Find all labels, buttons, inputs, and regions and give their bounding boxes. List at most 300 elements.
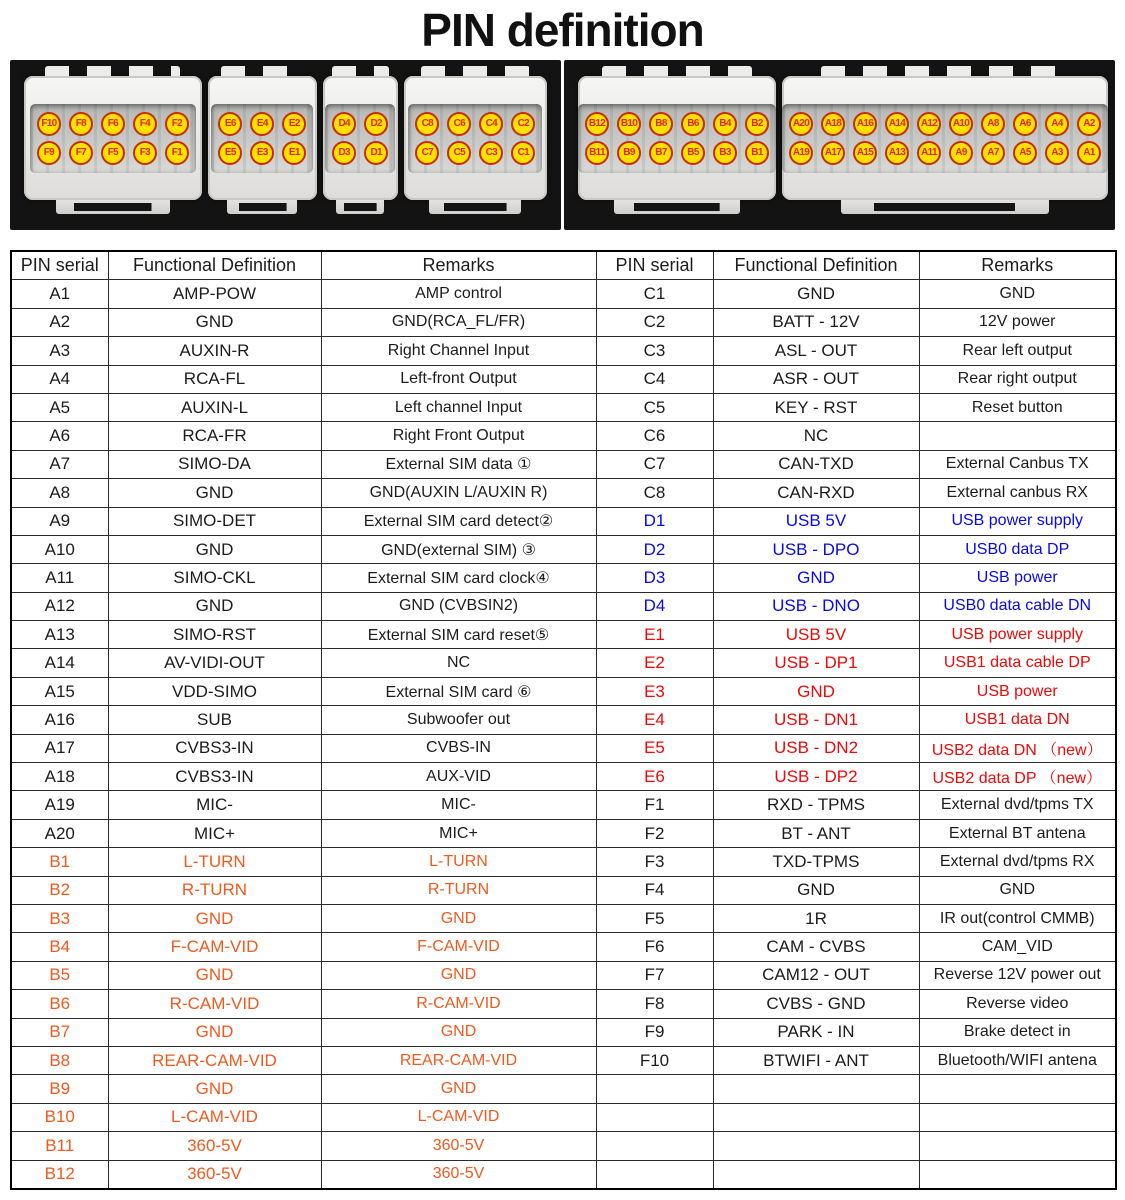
cell-remarks: MIC- <box>321 791 596 819</box>
pin-pocket <box>408 104 542 173</box>
cell-pin-serial: E5 <box>596 734 713 762</box>
pin-A10: A10 <box>949 112 973 136</box>
cell-pin-serial: F6 <box>596 933 713 961</box>
cell-remarks: L-CAM-VID <box>321 1103 596 1131</box>
cell-pin-serial <box>596 1075 713 1103</box>
cell-remarks: CAM_VID <box>919 933 1116 961</box>
pin-A17: A17 <box>821 141 845 165</box>
cell-pin-serial: E6 <box>596 763 713 791</box>
pin-A9: A9 <box>949 141 973 165</box>
cell-remarks: Rear right output <box>919 365 1116 393</box>
pin-F8: F8 <box>69 112 93 136</box>
cell-remarks: USB0 data DP <box>919 535 1116 563</box>
cell-remarks: R-TURN <box>321 876 596 904</box>
cell-pin-serial: B8 <box>11 1046 108 1074</box>
cell-pin-serial: B10 <box>11 1103 108 1131</box>
pin-A18: A18 <box>821 112 845 136</box>
pin-C6: C6 <box>447 112 471 136</box>
cell-pin-serial: D2 <box>596 535 713 563</box>
cell-pin-serial <box>596 1132 713 1160</box>
cell-pin-serial: B9 <box>11 1075 108 1103</box>
cell-remarks: Left channel Input <box>321 393 596 421</box>
cell-functional-definition: USB 5V <box>713 621 919 649</box>
cell-functional-definition: MIC- <box>108 791 321 819</box>
cell-functional-definition: BTWIFI - ANT <box>713 1046 919 1074</box>
cell-remarks: External SIM card clock④ <box>321 564 596 592</box>
cell-remarks: AMP control <box>321 280 596 308</box>
cell-functional-definition: SUB <box>108 706 321 734</box>
connector-a-block <box>782 76 1108 200</box>
pin-B11: B11 <box>585 141 609 165</box>
pin-B3: B3 <box>713 141 737 165</box>
cell-functional-definition: SIMO-DA <box>108 450 321 478</box>
table-row <box>11 876 1116 904</box>
cell-remarks: External BT antena <box>919 819 1116 847</box>
pin-B5: B5 <box>681 141 705 165</box>
cell-functional-definition <box>713 1075 919 1103</box>
pin-B6: B6 <box>681 112 705 136</box>
cell-pin-serial: B12 <box>11 1160 108 1189</box>
cell-pin-serial: C8 <box>596 479 713 507</box>
cell-functional-definition: KEY - RST <box>713 393 919 421</box>
cell-pin-serial: A16 <box>11 706 108 734</box>
cell-functional-definition: SIMO-RST <box>108 621 321 649</box>
cell-pin-serial: A10 <box>11 535 108 563</box>
pin-B9: B9 <box>617 141 641 165</box>
cell-pin-serial: A3 <box>11 337 108 365</box>
cell-pin-serial: A6 <box>11 422 108 450</box>
cell-remarks: AUX-VID <box>321 763 596 791</box>
cell-pin-serial: A7 <box>11 450 108 478</box>
pin-A2: A2 <box>1077 112 1101 136</box>
connector-photo-right <box>564 60 1115 230</box>
cell-remarks <box>919 1075 1116 1103</box>
table-header-cell: PIN serial <box>11 251 108 280</box>
cell-pin-serial: E1 <box>596 621 713 649</box>
pin-E5: E5 <box>218 141 242 165</box>
cell-functional-definition: AUXIN-L <box>108 393 321 421</box>
cell-pin-serial: A14 <box>11 649 108 677</box>
table-row <box>11 479 1116 507</box>
pin-pocket <box>578 104 776 173</box>
pin-pocket <box>325 104 395 173</box>
cell-functional-definition: ASR - OUT <box>713 365 919 393</box>
cell-remarks: External SIM card detect② <box>321 507 596 535</box>
cell-functional-definition: BATT - 12V <box>713 308 919 336</box>
pin-A11: A11 <box>917 141 941 165</box>
cell-pin-serial: C6 <box>596 422 713 450</box>
cell-remarks: External dvd/tpms RX <box>919 848 1116 876</box>
cell-remarks: Rear left output <box>919 337 1116 365</box>
cell-remarks: Left-front Output <box>321 365 596 393</box>
cell-remarks <box>919 1103 1116 1131</box>
table-row <box>11 763 1116 791</box>
cell-functional-definition: GND <box>713 564 919 592</box>
cell-remarks: 360-5V <box>321 1132 596 1160</box>
cell-remarks: L-TURN <box>321 848 596 876</box>
cell-remarks: CVBS-IN <box>321 734 596 762</box>
cell-pin-serial: B6 <box>11 990 108 1018</box>
pin-C2: C2 <box>511 112 535 136</box>
cell-pin-serial: B1 <box>11 848 108 876</box>
pin-C4: C4 <box>479 112 503 136</box>
pin-pocket <box>782 104 1108 173</box>
cell-functional-definition: R-CAM-VID <box>108 990 321 1018</box>
table-row <box>11 1103 1116 1131</box>
cell-functional-definition: GND <box>108 592 321 620</box>
pin-F2: F2 <box>165 112 189 136</box>
cell-functional-definition: GND <box>108 904 321 932</box>
cell-functional-definition: ASL - OUT <box>713 337 919 365</box>
table-row <box>11 1132 1116 1160</box>
cell-functional-definition: F-CAM-VID <box>108 933 321 961</box>
table-row <box>11 734 1116 762</box>
housing-feet <box>841 200 1050 214</box>
cell-remarks <box>919 1160 1116 1189</box>
pin-A4: A4 <box>1045 112 1069 136</box>
cell-functional-definition: GND <box>108 1075 321 1103</box>
cell-remarks: GND(RCA_FL/FR) <box>321 308 596 336</box>
cell-remarks: GND <box>321 904 596 932</box>
cell-pin-serial: C5 <box>596 393 713 421</box>
table-row <box>11 621 1116 649</box>
cell-functional-definition: VDD-SIMO <box>108 677 321 705</box>
pin-B7: B7 <box>649 141 673 165</box>
pin-F6: F6 <box>101 112 125 136</box>
cell-pin-serial: F9 <box>596 1018 713 1046</box>
cell-functional-definition: USB 5V <box>713 507 919 535</box>
pin-A3: A3 <box>1045 141 1069 165</box>
cell-pin-serial: A4 <box>11 365 108 393</box>
pin-F5: F5 <box>101 141 125 165</box>
cell-pin-serial: F7 <box>596 961 713 989</box>
table-row <box>11 337 1116 365</box>
pin-A13: A13 <box>885 141 909 165</box>
cell-remarks: USB1 data cable DP <box>919 649 1116 677</box>
cell-functional-definition: SIMO-DET <box>108 507 321 535</box>
table-row <box>11 564 1116 592</box>
pin-F10: F10 <box>37 112 61 136</box>
cell-pin-serial: D3 <box>596 564 713 592</box>
cell-pin-serial <box>596 1160 713 1189</box>
table-row <box>11 791 1116 819</box>
table-row <box>11 365 1116 393</box>
pin-B1: B1 <box>745 141 769 165</box>
cell-pin-serial: B3 <box>11 904 108 932</box>
pin-B2: B2 <box>745 112 769 136</box>
cell-functional-definition: RXD - TPMS <box>713 791 919 819</box>
pin-D3: D3 <box>332 141 356 165</box>
cell-pin-serial: A9 <box>11 507 108 535</box>
pin-C5: C5 <box>447 141 471 165</box>
pin-E6: E6 <box>218 112 242 136</box>
cell-remarks: External Canbus TX <box>919 450 1116 478</box>
cell-functional-definition: GND <box>108 1018 321 1046</box>
cell-remarks: Brake detect in <box>919 1018 1116 1046</box>
cell-functional-definition: RCA-FR <box>108 422 321 450</box>
table-row <box>11 819 1116 847</box>
cell-functional-definition: CVBS3-IN <box>108 734 321 762</box>
connector-c-block <box>404 76 547 200</box>
cell-remarks: GND <box>321 961 596 989</box>
cell-remarks: Reverse 12V power out <box>919 961 1116 989</box>
cell-functional-definition: CAN-TXD <box>713 450 919 478</box>
cell-pin-serial: A15 <box>11 677 108 705</box>
cell-functional-definition: GND <box>108 479 321 507</box>
table-row <box>11 507 1116 535</box>
housing-tabs <box>332 66 389 76</box>
pin-F4: F4 <box>133 112 157 136</box>
table-row <box>11 422 1116 450</box>
housing-feet <box>336 200 384 214</box>
pin-E2: E2 <box>282 112 306 136</box>
cell-remarks: 360-5V <box>321 1160 596 1189</box>
cell-remarks: USB power supply <box>919 507 1116 535</box>
cell-functional-definition: 360-5V <box>108 1132 321 1160</box>
cell-functional-definition: AMP-POW <box>108 280 321 308</box>
cell-pin-serial: F3 <box>596 848 713 876</box>
cell-remarks: GND(AUXIN L/AUXIN R) <box>321 479 596 507</box>
cell-pin-serial: B2 <box>11 876 108 904</box>
pin-A20: A20 <box>789 112 813 136</box>
cell-functional-definition: CVBS3-IN <box>108 763 321 791</box>
cell-pin-serial: A13 <box>11 621 108 649</box>
cell-pin-serial: C3 <box>596 337 713 365</box>
pin-C8: C8 <box>415 112 439 136</box>
connector-f-block <box>24 76 202 200</box>
cell-remarks: REAR-CAM-VID <box>321 1046 596 1074</box>
cell-pin-serial: F5 <box>596 904 713 932</box>
cell-functional-definition: CAM12 - OUT <box>713 961 919 989</box>
cell-functional-definition: USB - DP2 <box>713 763 919 791</box>
cell-remarks: IR out(control CMMB) <box>919 904 1116 932</box>
cell-pin-serial: C2 <box>596 308 713 336</box>
cell-pin-serial: F1 <box>596 791 713 819</box>
table-row <box>11 933 1116 961</box>
cell-remarks <box>919 422 1116 450</box>
table-row <box>11 649 1116 677</box>
cell-functional-definition: GND <box>713 876 919 904</box>
cell-functional-definition: USB - DN2 <box>713 734 919 762</box>
pin-pocket <box>30 104 196 173</box>
cell-remarks: External SIM card reset⑤ <box>321 621 596 649</box>
cell-pin-serial: A18 <box>11 763 108 791</box>
cell-pin-serial: C1 <box>596 280 713 308</box>
pin-A14: A14 <box>885 112 909 136</box>
cell-pin-serial: B11 <box>11 1132 108 1160</box>
cell-remarks: External dvd/tpms TX <box>919 791 1116 819</box>
pin-D4: D4 <box>332 112 356 136</box>
cell-functional-definition: USB - DN1 <box>713 706 919 734</box>
cell-pin-serial: A17 <box>11 734 108 762</box>
cell-remarks: GND <box>919 280 1116 308</box>
table-row <box>11 1075 1116 1103</box>
table-row <box>11 904 1116 932</box>
pin-C1: C1 <box>511 141 535 165</box>
table-row <box>11 535 1116 563</box>
cell-remarks: R-CAM-VID <box>321 990 596 1018</box>
cell-functional-definition: BT - ANT <box>713 819 919 847</box>
cell-functional-definition: USB - DNO <box>713 592 919 620</box>
cell-pin-serial: A12 <box>11 592 108 620</box>
housing-feet <box>227 200 297 214</box>
cell-pin-serial: B4 <box>11 933 108 961</box>
cell-functional-definition: USB - DP1 <box>713 649 919 677</box>
housing-feet <box>429 200 521 214</box>
table-header-cell: Remarks <box>919 251 1116 280</box>
table-row <box>11 393 1116 421</box>
cell-pin-serial: E2 <box>596 649 713 677</box>
pin-A15: A15 <box>853 141 877 165</box>
cell-pin-serial: F4 <box>596 876 713 904</box>
cell-pin-serial: A1 <box>11 280 108 308</box>
pin-E3: E3 <box>250 141 274 165</box>
cell-pin-serial: F2 <box>596 819 713 847</box>
cell-functional-definition: AV-VIDI-OUT <box>108 649 321 677</box>
table-header-row <box>11 251 1116 280</box>
connector-strip <box>578 76 1101 200</box>
table-row <box>11 848 1116 876</box>
cell-remarks: 12V power <box>919 308 1116 336</box>
cell-functional-definition: USB - DPO <box>713 535 919 563</box>
pin-A6: A6 <box>1013 112 1037 136</box>
cell-functional-definition: GND <box>108 308 321 336</box>
pin-A16: A16 <box>853 112 877 136</box>
pin-B12: B12 <box>585 112 609 136</box>
connector-photo-left <box>10 60 561 230</box>
table-row <box>11 990 1116 1018</box>
cell-remarks <box>919 1132 1116 1160</box>
table-row <box>11 1018 1116 1046</box>
housing-feet <box>56 200 170 214</box>
cell-remarks: USB power <box>919 677 1116 705</box>
cell-pin-serial: A5 <box>11 393 108 421</box>
pin-F7: F7 <box>69 141 93 165</box>
cell-pin-serial: D4 <box>596 592 713 620</box>
cell-pin-serial <box>596 1103 713 1131</box>
table-row <box>11 1160 1116 1189</box>
table-row <box>11 280 1116 308</box>
cell-remarks: USB1 data DN <box>919 706 1116 734</box>
connector-photo <box>10 60 1115 230</box>
cell-remarks: GND (CVBSIN2) <box>321 592 596 620</box>
cell-functional-definition <box>713 1103 919 1131</box>
cell-pin-serial: A20 <box>11 819 108 847</box>
housing-tabs <box>602 66 753 76</box>
cell-functional-definition: AUXIN-R <box>108 337 321 365</box>
cell-functional-definition: L-TURN <box>108 848 321 876</box>
pin-D2: D2 <box>364 112 388 136</box>
cell-remarks: External SIM card ⑥ <box>321 677 596 705</box>
cell-remarks: NC <box>321 649 596 677</box>
cell-pin-serial: E4 <box>596 706 713 734</box>
pin-F3: F3 <box>133 141 157 165</box>
cell-pin-serial: B7 <box>11 1018 108 1046</box>
cell-remarks: USB power <box>919 564 1116 592</box>
housing-tabs <box>821 66 1069 76</box>
pin-F9: F9 <box>37 141 61 165</box>
cell-remarks: USB power supply <box>919 621 1116 649</box>
cell-pin-serial: C7 <box>596 450 713 478</box>
table-header-cell: Functional Definition <box>108 251 321 280</box>
table-row <box>11 961 1116 989</box>
cell-functional-definition: CVBS - GND <box>713 990 919 1018</box>
table-row <box>11 1046 1116 1074</box>
cell-functional-definition: GND <box>108 961 321 989</box>
cell-remarks: GND <box>321 1018 596 1046</box>
cell-pin-serial: F10 <box>596 1046 713 1074</box>
connector-e-block <box>208 76 317 200</box>
cell-functional-definition: REAR-CAM-VID <box>108 1046 321 1074</box>
table-header-cell: Remarks <box>321 251 596 280</box>
cell-pin-serial: A8 <box>11 479 108 507</box>
pin-E1: E1 <box>282 141 306 165</box>
cell-pin-serial: E3 <box>596 677 713 705</box>
cell-pin-serial: D1 <box>596 507 713 535</box>
cell-remarks: Reverse video <box>919 990 1116 1018</box>
pin-A7: A7 <box>981 141 1005 165</box>
table-row <box>11 677 1116 705</box>
cell-functional-definition: GND <box>108 535 321 563</box>
pin-A12: A12 <box>917 112 941 136</box>
pin-definition-table <box>10 250 1117 1190</box>
pin-A5: A5 <box>1013 141 1037 165</box>
cell-functional-definition: 360-5V <box>108 1160 321 1189</box>
cell-remarks: F-CAM-VID <box>321 933 596 961</box>
cell-remarks: GND <box>919 876 1116 904</box>
table-row <box>11 706 1116 734</box>
pin-B10: B10 <box>617 112 641 136</box>
cell-remarks: USB0 data cable DN <box>919 592 1116 620</box>
pin-C7: C7 <box>415 141 439 165</box>
pin-A8: A8 <box>981 112 1005 136</box>
connector-strip <box>24 76 547 200</box>
cell-functional-definition: R-TURN <box>108 876 321 904</box>
pin-pocket <box>211 104 313 173</box>
page-title: PIN definition <box>421 4 704 56</box>
table-header-cell: PIN serial <box>596 251 713 280</box>
cell-functional-definition: SIMO-CKL <box>108 564 321 592</box>
table-header-cell: Functional Definition <box>713 251 919 280</box>
table-row <box>11 592 1116 620</box>
cell-remarks: Subwoofer out <box>321 706 596 734</box>
cell-remarks: Bluetooth/WIFI antena <box>919 1046 1116 1074</box>
cell-pin-serial: A19 <box>11 791 108 819</box>
cell-functional-definition: MIC+ <box>108 819 321 847</box>
connector-b-block <box>578 76 776 200</box>
cell-pin-serial: F8 <box>596 990 713 1018</box>
housing-feet <box>614 200 741 214</box>
cell-functional-definition: RCA-FL <box>108 365 321 393</box>
connector-d-block <box>323 76 398 200</box>
cell-remarks: Right Channel Input <box>321 337 596 365</box>
pin-A1: A1 <box>1077 141 1101 165</box>
housing-tabs <box>221 66 304 76</box>
cell-remarks: USB2 data DN （new） <box>919 734 1116 762</box>
cell-remarks: MIC+ <box>321 819 596 847</box>
pin-C3: C3 <box>479 141 503 165</box>
cell-functional-definition: GND <box>713 280 919 308</box>
cell-functional-definition: TXD-TPMS <box>713 848 919 876</box>
cell-pin-serial: C4 <box>596 365 713 393</box>
pin-D1: D1 <box>364 141 388 165</box>
pin-F1: F1 <box>165 141 189 165</box>
pin-A19: A19 <box>789 141 813 165</box>
cell-pin-serial: A2 <box>11 308 108 336</box>
cell-functional-definition <box>713 1132 919 1160</box>
cell-pin-serial: A11 <box>11 564 108 592</box>
pin-B8: B8 <box>649 112 673 136</box>
